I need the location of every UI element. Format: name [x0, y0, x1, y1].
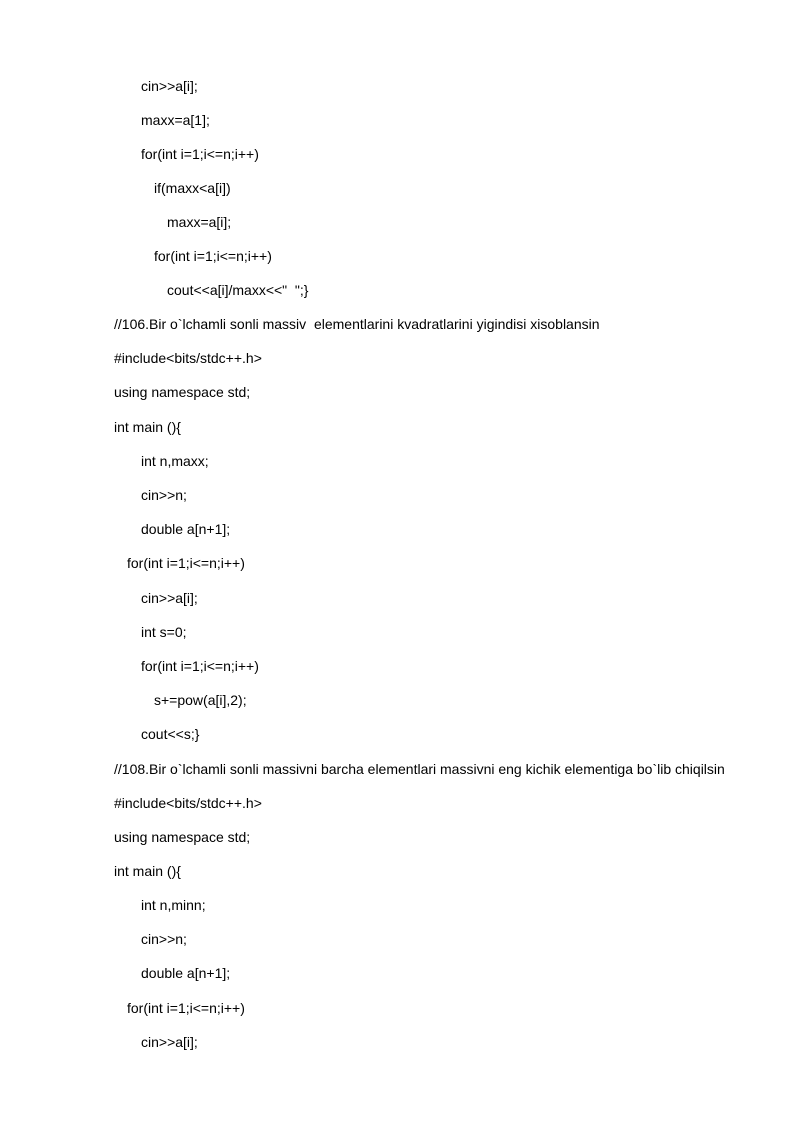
code-line: #include<bits/stdc++.h> [114, 350, 262, 366]
code-line: cout<<a[i]/maxx<<" ";} [167, 282, 309, 298]
code-line: int n,maxx; [141, 453, 209, 469]
code-line: cin>>n; [141, 487, 187, 503]
code-line: double a[n+1]; [141, 521, 231, 537]
code-line: for(int i=1;i<=n;i++) [127, 555, 245, 571]
code-line: using namespace std; [114, 384, 251, 400]
code-line: int n,minn; [141, 897, 206, 913]
code-line: using namespace std; [114, 829, 251, 845]
code-line: int main (){ [114, 863, 181, 879]
code-line: double a[n+1]; [141, 965, 231, 981]
code-line: if(maxx<a[i]) [154, 180, 231, 196]
code-line: s+=pow(a[i],2); [154, 692, 247, 708]
code-line: cin>>n; [141, 931, 187, 947]
code-line: int main (){ [114, 419, 181, 435]
code-line: cin>>a[i]; [141, 590, 198, 606]
code-line: #include<bits/stdc++.h> [114, 795, 262, 811]
code-line: maxx=a[i]; [167, 214, 232, 230]
code-line: cout<<s;} [141, 726, 200, 742]
comment-line: //108.Bir o`lchamli sonli massivni barcha elementlari massivni eng kichik elementiga bo`lib chiqilsin [114, 761, 725, 777]
code-line: for(int i=1;i<=n;i++) [141, 658, 259, 674]
code-line: maxx=a[1]; [141, 112, 210, 128]
code-line: for(int i=1;i<=n;i++) [141, 146, 259, 162]
code-line: cin>>a[i]; [141, 78, 198, 94]
code-line: for(int i=1;i<=n;i++) [154, 248, 272, 264]
code-line: for(int i=1;i<=n;i++) [127, 1000, 245, 1016]
code-line: int s=0; [141, 624, 187, 640]
code-line: cin>>a[i]; [141, 1034, 198, 1050]
comment-line: //106.Bir o`lchamli sonli massiv elementlarini kvadratlarini yigindisi xisoblansin [114, 316, 600, 332]
